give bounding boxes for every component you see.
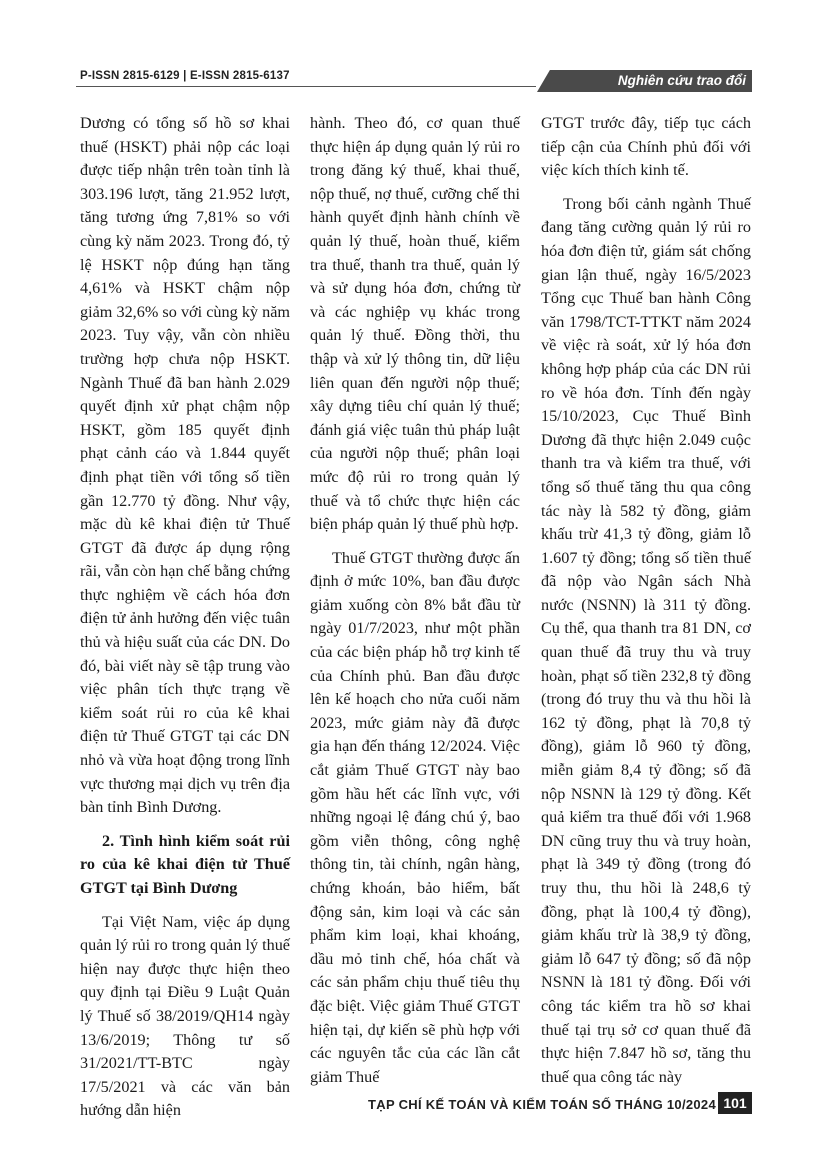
paragraph: Tại Việt Nam, việc áp dụng quản lý rủi ro trong quản lý thuế hiện nay được thực hiện theo quy định tại Điều 9 Luật Quản lý Thuế số 38/2019/QH14 ngày 13/6/2019; Thông tư số 31/2021/TT-BTC ngày 17/5/2021 và các văn bản hướng dẫn hiện xyxy=(80,912,290,1120)
section-heading: 2. Tình hình kiểm soát rủi ro của kê khai điện tử Thuế GTGT tại Bình Dương xyxy=(80,831,290,897)
column-2 xyxy=(310,112,520,1099)
column-1 xyxy=(80,112,290,1133)
paragraph: GTGT trước đây, tiếp tục cách tiếp cận của Chính phủ đối với việc kích thích kinh tế. xyxy=(541,114,751,180)
journal-title: TẠP CHÍ KẾ TOÁN VÀ KIỂM TOÁN SỐ THÁNG 10/2024 xyxy=(368,1097,716,1112)
paragraph: hành. Theo đó, cơ quan thuế thực hiện áp dụng quản lý rủi ro trong đăng ký thuế, khai thuế, nộp thuế, nợ thuế, cưỡng chế thi hành quyết định hành chính về quản lý thuế, hoàn thuế, kiểm tra thuế, thanh tra thuế, quản lý và sử dụng hóa đơn, chứng từ và các nghiệp vụ khác trong quản lý thuế. Đồng thời, thu thập và xử lý thông tin, dữ liệu liên quan đến người nộp thuế; xây dựng tiêu chí quản lý thuế; đánh giá việc tuân thủ pháp luật của người nộp thuế; phân loại mức độ rủi ro trong quản lý thuế và tổ chức thực hiện các biện pháp quản lý thuế phù hợp. xyxy=(310,114,520,534)
header-rule xyxy=(76,86,536,87)
issn-label: P-ISSN 2815-6129 | E-ISSN 2815-6137 xyxy=(80,70,290,82)
paragraph: Dương có tổng số hồ sơ khai thuế (HSKT) phải nộp các loại được tiếp nhận trên toàn tỉnh là 303.196 lượt, tăng 21.952 lượt, tăng tương ứng 7,81% so với cùng kỳ năm 2023. Trong đó, tỷ lệ HSKT nộp đúng hạn tăng 4,61% và HSKT chậm nộp giảm 32,6% so với cùng kỳ năm 2023. Tuy vậy, vẫn còn nhiều trường hợp chưa nộp HSKT. Ngành Thuế đã ban hành 2.029 quyết định xử phạt chậm nộp HSKT, gồm 185 quyết định phạt cảnh cáo và 1.844 quyết định phạt tiền với tổng số tiền gần 12.770 tỷ đồng. Như vậy, mặc dù kê khai điện tử Thuế GTGT đã được áp dụng rộng rãi, vẫn còn hạn chế bằng chứng thực nghiệm về cách hóa đơn điện tử ảnh hưởng đến việc tuân thủ và hiệu suất của các DN. Do đó, bài viết này sẽ tập trung vào việc phân tích thực trạng về kiểm soát rủi ro của kê khai điện tử Thuế GTGT tại các DN nhỏ và vừa hoạt động trong lĩnh vực thương mại dịch vụ trên địa bàn tỉnh Bình Dương. xyxy=(80,114,290,817)
page-number: 101 xyxy=(718,1092,752,1114)
paragraph: Thuế GTGT thường được ấn định ở mức 10%, ban đầu được giảm xuống còn 8% bắt đầu từ ngày 01/7/2023, như một phần của các biện pháp hỗ trợ kinh tế của Chính phủ. Ban đầu được lên kế hoạch cho nửa cuối năm 2023, mức giảm này đã được gia hạn đến tháng 12/2024. Việc cắt giảm Thuế GTGT này bao gồm hầu hết các lĩnh vực, với những ngoại lệ đáng chú ý, bao gồm viễn thông, công nghệ thông tin, tài chính, ngân hàng, chứng khoán, bảo hiểm, bất động sản, kim loại và các sản phẩm kim loại, khai khoáng, dầu mỏ tinh chế, hóa chất và các sản phẩm chịu thuế tiêu thụ đặc biệt. Việc giảm Thuế GTGT hiện tại, dự kiến sẽ phù hợp với các nguyên tắc của các lần cắt giảm Thuế xyxy=(310,548,520,1086)
paragraph: Trong bối cảnh ngành Thuế đang tăng cường quản lý rủi ro hóa đơn điện tử, giám sát chống gian lận thuế, ngày 16/5/2023 Tổng cục Thuế ban hành Công văn 1798/TCT-TTKT năm 2024 về việc rà soát, xử lý hóa đơn không hợp pháp của các DN rủi ro về hóa đơn. Tính đến ngày 15/10/2023, Cục Thuế Bình Dương đã thực hiện 2.049 cuộc thanh tra và kiểm tra thuế, với tổng số thuế tăng thu qua công tác này là 582 tỷ đồng, giảm khấu trừ 41,3 tỷ đồng, giảm lỗ 1.607 tỷ đồng; tổng số tiền thuế đã nộp vào Ngân sách Nhà nước (NSNN) là 311 tỷ đồng. Cụ thể, qua thanh tra 81 DN, cơ quan thuế đã truy thu và truy hoàn, phạt số tiền 232,8 tỷ đồng (trong đó truy thu và thu hồi là 162 tỷ đồng, phạt là 70,8 tỷ đồng), giảm lỗ 960 tỷ đồng, miễn giảm 8,4 tỷ đồng; số đã nộp NSNN là 129 tỷ đồng. Kết quả kiểm tra thuế đối với 1.968 DN cũng truy thu và truy hoàn, phạt là 349 tỷ đồng (trong đó truy thu, thu hồi là 248,6 tỷ đồng, phạt là 100,4 tỷ đồng), giảm khấu trừ là 38,9 tỷ đồng, giảm lỗ 647 tỷ đồng; số đã nộp NSNN là 181 tỷ đồng. Đối với công tác kiểm tra hồ sơ khai thuế tại trụ sở cơ quan thuế đã thực hiện 7.847 hồ sơ, tăng thu thuế qua công tác này xyxy=(541,194,751,1086)
section-label: Nghiên cứu trao đổi xyxy=(617,73,746,88)
column-3 xyxy=(541,112,751,1099)
